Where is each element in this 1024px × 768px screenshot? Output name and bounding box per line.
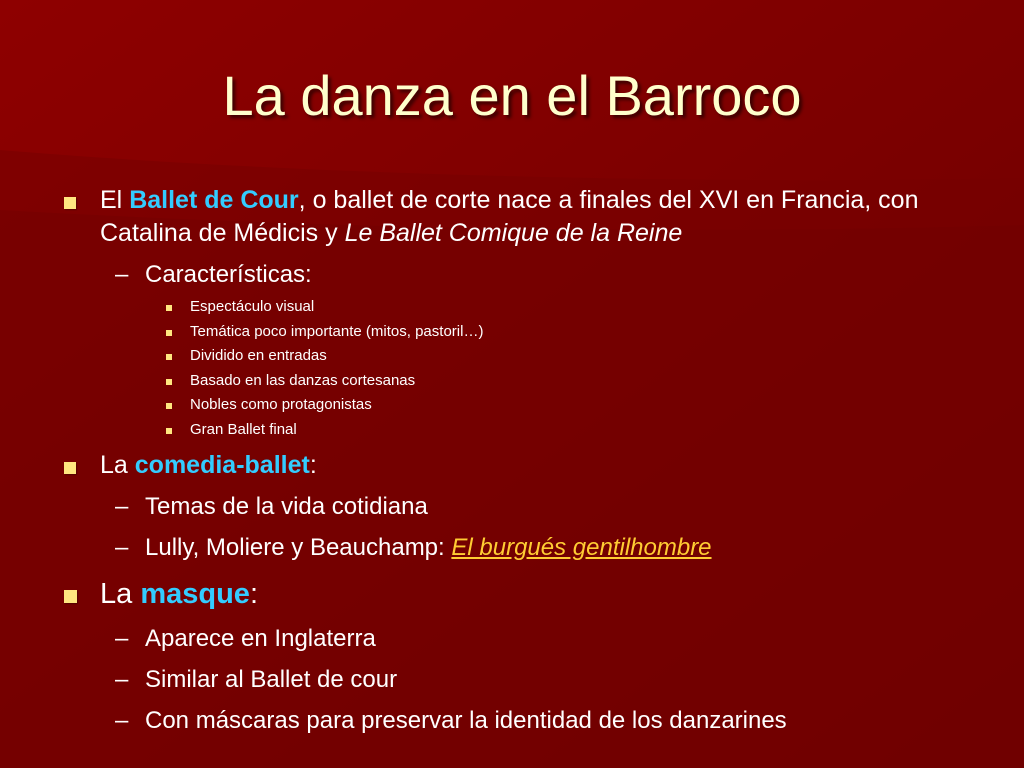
sub-item-text: Lully, Moliere y Beauchamp:	[145, 533, 452, 561]
sub-item-text: Similar al Ballet de cour	[145, 665, 398, 693]
item-prefix: La	[100, 577, 141, 610]
sub-item-masque	[60, 700, 960, 741]
small-square-bullet-icon	[166, 379, 172, 385]
feature-text: Dividido en entradas	[190, 347, 327, 365]
sub-item-lully	[60, 527, 960, 568]
item-prefix: La	[100, 450, 135, 479]
small-square-bullet-icon	[166, 305, 172, 311]
feature-text: Temática poco importante (mitos, pastoril…)	[190, 322, 484, 340]
dash-icon: –	[115, 624, 129, 652]
small-square-bullet-icon	[166, 354, 172, 360]
slide-content	[60, 184, 960, 741]
dash-icon: –	[115, 665, 129, 693]
burgues-gentilhombre-link[interactable]: El burgués gentilhombre	[451, 533, 712, 561]
sub-item-label: Características:	[145, 261, 312, 288]
sub-item-text: Temas de la vida cotidiana	[145, 492, 428, 520]
sub-item-masque	[60, 659, 960, 700]
dash-icon: –	[115, 706, 129, 734]
item-text: , o ballet de corte nace a finales del XVI en Francia, con Catalina de Médicis y	[100, 186, 919, 247]
feature-text: Espectáculo visual	[190, 298, 315, 315]
item-prefix: El	[100, 186, 130, 214]
bullet-comedia-ballet	[60, 449, 960, 482]
italic-title: Le Ballet Comique de la Reine	[344, 219, 683, 247]
feature-text: Nobles como protagonistas	[190, 396, 372, 414]
feature-item	[60, 369, 960, 394]
item-suffix: :	[309, 450, 317, 479]
feature-text: Gran Ballet final	[190, 420, 297, 438]
feature-item	[60, 320, 960, 345]
highlight-term: masque	[140, 577, 250, 610]
small-square-bullet-icon	[166, 403, 172, 409]
item-suffix: :	[249, 577, 258, 610]
bullet-ballet-de-cour	[60, 184, 960, 250]
highlight-term: Ballet de Cour	[129, 186, 299, 214]
feature-item	[60, 344, 960, 369]
highlight-term: comedia-ballet	[134, 450, 310, 479]
bullet-masque	[60, 574, 960, 614]
small-square-bullet-icon	[166, 428, 172, 434]
slide-title: La danza en el Barroco	[222, 64, 802, 127]
square-bullet-icon	[64, 462, 76, 474]
dash-icon: –	[115, 492, 129, 520]
feature-text: Basado en las danzas cortesanas	[190, 371, 416, 389]
sub-item-temas	[60, 486, 960, 527]
square-bullet-icon	[64, 590, 77, 603]
small-square-bullet-icon	[166, 330, 172, 336]
sub-item-text: Con máscaras para preservar la identidad de los danzarines	[145, 706, 787, 734]
sub-item-masque	[60, 618, 960, 659]
feature-item	[60, 393, 960, 418]
feature-item	[60, 295, 960, 320]
dash-icon: –	[115, 533, 129, 561]
feature-item	[60, 418, 960, 443]
sub-item-caracteristicas	[60, 254, 960, 295]
dash-icon: –	[115, 261, 129, 288]
sub-item-text: Aparece en Inglaterra	[145, 624, 376, 652]
square-bullet-icon	[64, 197, 76, 209]
